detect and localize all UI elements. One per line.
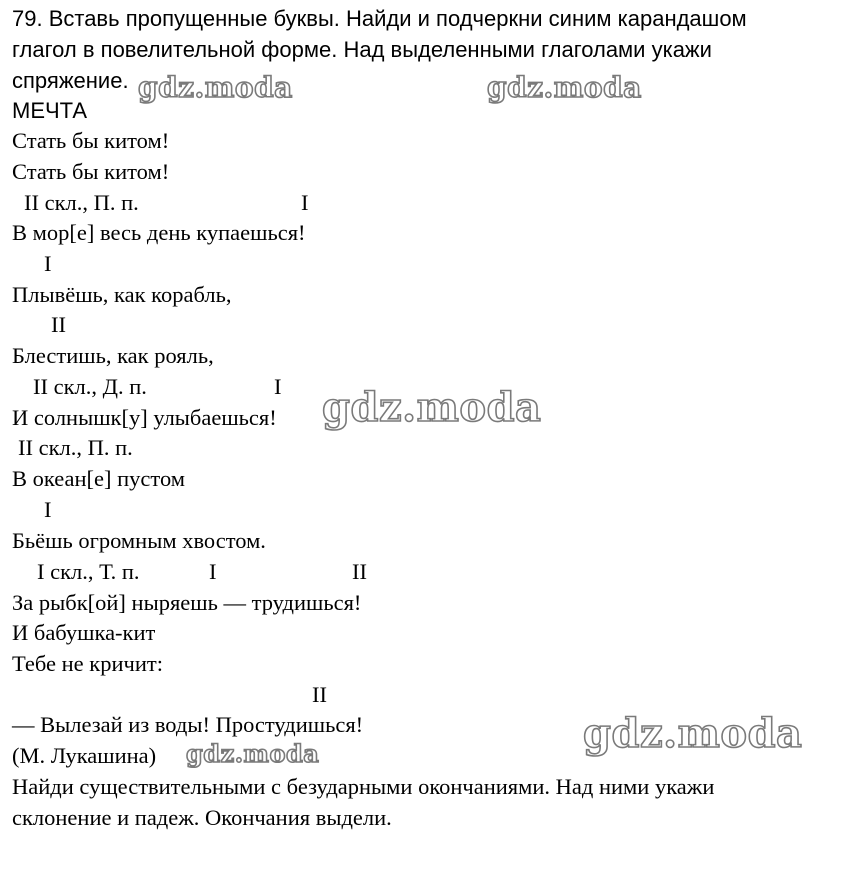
watermark-logo: gdz.moda [138,71,293,104]
declension-mark: II скл., П. п. [24,190,139,215]
footer-line-2: склонение и падеж. Окончания выдели. [12,805,392,830]
conjugation-mark: II [352,559,367,584]
conjugation-mark: I [44,497,52,522]
poem-line: Стать бы китом! [12,128,170,153]
footer-line-1: Найди существительными с безударными окончаниями. Над ними укажи [12,774,715,799]
conjugation-mark: I [274,374,282,399]
declension-mark: II скл., Д. п. [33,374,147,399]
poem-line: Бьёшь огромным хвостом. [12,528,266,553]
conjugation-mark: I [44,251,52,276]
poem-line: И солнышк[у] улыбаешься! [12,405,277,430]
watermark-logo: gdz.moda [186,739,320,768]
poem-line: Блестишь, как рояль, [12,343,214,368]
poem-line: Стать бы китом! [12,159,170,184]
task-line-3: спряжение. [12,68,129,93]
watermark-logo: gdz.moda [487,71,642,104]
poem-line: В мор[е] весь день купаешься! [12,220,306,245]
declension-mark: II скл., П. п. [18,435,133,460]
conjugation-mark: II [51,312,66,337]
poem-line: И бабушка-кит [12,620,156,645]
task-line-1: 79. Вставь пропущенные буквы. Найди и подчеркни синим карандашом [12,6,747,31]
poem-line: Плывёшь, как корабль, [12,282,232,307]
declension-mark: I скл., Т. п. [37,559,140,584]
conjugation-mark: II [312,682,327,707]
poem-title: МЕЧТА [12,98,88,123]
poem-line: Тебе не кричит: [12,651,163,676]
poem-line: В океан[е] пустом [12,466,186,491]
task-line-2: глагол в повелительной форме. Над выделенными глаголами укажи [12,37,712,62]
poem-author: (М. Лукашина) [12,743,157,768]
poem-line: За рыбк[ой] ныряешь — трудишься! [12,590,362,615]
watermark-logo: gdz.moda [322,384,542,431]
conjugation-mark: I [209,559,217,584]
conjugation-mark: I [301,190,309,215]
poem-line: — Вылезай из воды! Простудишься! [12,712,364,737]
watermark-logo: gdz.moda [583,710,803,757]
